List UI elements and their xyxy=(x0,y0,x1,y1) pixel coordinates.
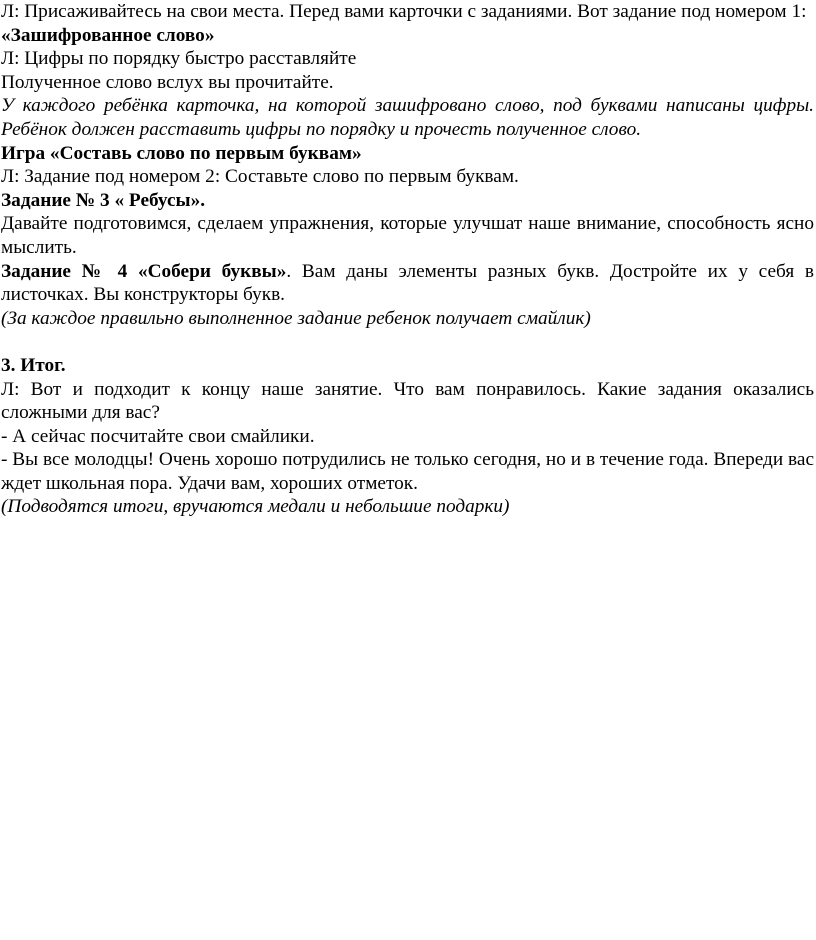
count-smileys-line: - А сейчас посчитайте свои смайлики. xyxy=(1,425,315,447)
task2-text: Л: Задание под номером 2: Составьте слово по первым буквам. xyxy=(1,166,519,188)
section3-title: 3. Итог. xyxy=(1,354,66,376)
final-note: (Подводятся итоги, вручаются медали и небольшие подарки) xyxy=(1,496,510,518)
task1-rhyme-line1: Л: Цифры по порядку быстро расставляйте xyxy=(1,48,357,70)
task3-text: Давайте подготовимся, сделаем упражнения, которые улучшат наше внимание, способность ясно мыслить. xyxy=(1,213,814,258)
task4-title: Задание № 4 «Собери буквы» xyxy=(1,260,287,282)
smiley-note: (За каждое правильно выполненное задание ребенок получает смайлик) xyxy=(1,307,591,329)
task1-description: У каждого ребёнка карточка, на которой зашифровано слово, под буквами написаны цифры. Ребёнок должен расставить цифры по порядку и прочесть полученное слово. xyxy=(1,95,814,140)
blank-line xyxy=(1,330,814,354)
summary-question: Л: Вот и подходит к концу наше занятие. Что вам понравилось. Какие задания оказались сложными для вас? xyxy=(1,378,814,424)
task1-title: «Зашифрованное слово» xyxy=(1,24,215,46)
task3-title: Задание № 3 « Ребусы». xyxy=(1,189,206,211)
task4-paragraph xyxy=(1,260,814,307)
task4-text: . Вам даны элементы разных букв. Достройте их у себя в листочках. Вы конструкторы букв. xyxy=(1,260,814,306)
task2-title: Игра «Составь слово по первым буквам» xyxy=(1,142,362,164)
task1-rhyme-line2: Полученное слово вслух вы прочитайте. xyxy=(1,71,334,93)
intro-paragraph: Л: Присаживайтесь на свои места. Перед вами карточки с заданиями. Вот задание под номером 1: xyxy=(1,1,807,22)
closing-remarks: - Вы все молодцы! Очень хорошо потрудились не только сегодня, но и в течение года. Впереди вас ждет школьная пора. Удачи вам, хороших отметок. xyxy=(1,449,814,494)
